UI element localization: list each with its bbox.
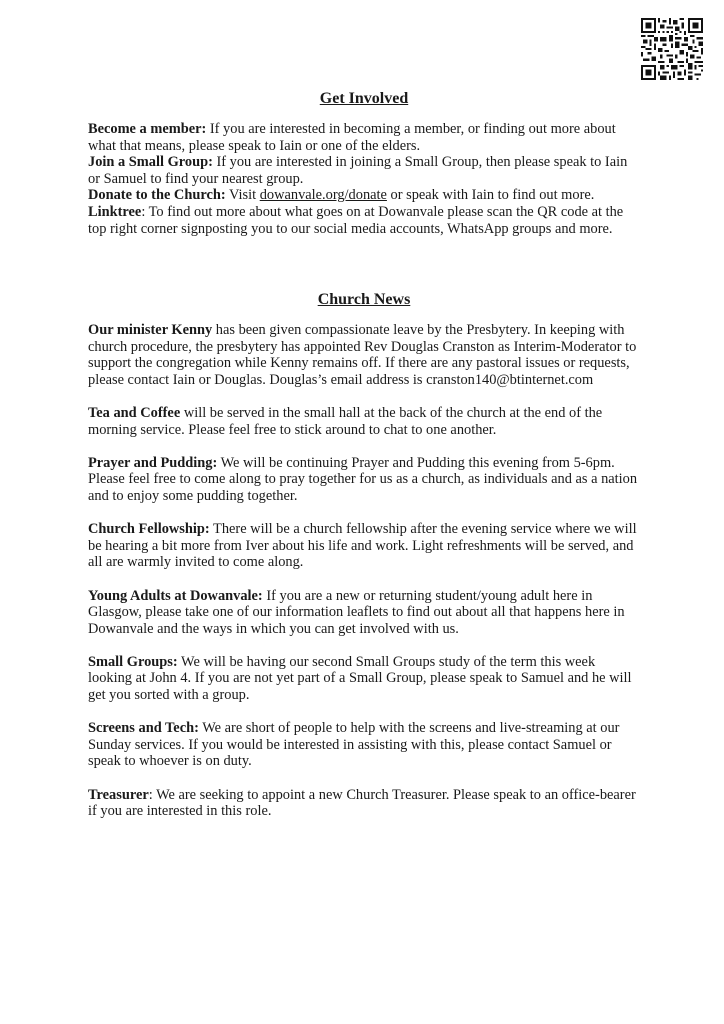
join-small-group-item — [88, 154, 640, 187]
news-item-treasurer — [88, 787, 640, 820]
item-label: Linktree — [88, 203, 142, 220]
qr-code-icon[interactable] — [641, 18, 703, 80]
item-text: We will be continuing Prayer and Pudding this evening from 5-6pm. Please feel free to come along to pray together for us as a church, as individuals and as a nation and to enjoy some pudding together. — [88, 454, 638, 504]
become-member-item — [88, 121, 640, 154]
item-text: : We are seeking to appoint a new Church Treasurer. Please speak to an office-bearer if you are interested in this role. — [88, 786, 636, 820]
item-text: If you are interested in becoming a member, or finding out more about what that means, please speak to Iain or one of the elders. — [88, 121, 616, 154]
item-label: Church Fellowship: — [88, 521, 210, 538]
news-item-tea-coffee — [88, 405, 640, 438]
item-text: will be served in the small hall at the back of the church at the end of the morning service. Please feel free to stick around to chat to one another. — [88, 404, 603, 438]
news-item-screens-tech — [88, 720, 640, 770]
get-involved-section — [88, 121, 640, 237]
item-label: Our minister Kenny — [88, 322, 213, 338]
item-label: Donate to the Church: — [88, 187, 226, 204]
item-text: or speak with Iain to find out more. — [386, 187, 595, 204]
donate-link[interactable]: dowanvale.org/donate — [259, 187, 387, 204]
item-text: We are short of people to help with the screens and live-streaming at our Sunday services. If you would be interested in assisting with this, please contact Samuel or speak to whoever is on duty. — [88, 720, 620, 770]
news-item-small-groups — [88, 654, 640, 704]
item-label: Prayer and Pudding: — [88, 454, 218, 471]
item-text: We will be having our second Small Groups study of the term this week looking at John 4. If you are not yet part of a Small Group, please speak to Samuel and he will get you sorted with a group. — [88, 653, 632, 704]
item-label: Screens and Tech: — [88, 720, 199, 737]
item-text: If you are interested in joining a Small Group, then please speak to Iain or Samuel to find your nearest group. — [88, 154, 628, 187]
news-item-young-adults — [88, 588, 640, 638]
item-text: : To find out more about what goes on at Dowanvale please scan the QR code at the top right corner signposting you to our social media accounts, WhatsApp groups and more. — [88, 203, 624, 237]
item-label: Young Adults at Dowanvale: — [88, 587, 263, 604]
news-item-minister — [88, 322, 640, 388]
news-item-prayer-pudding — [88, 455, 640, 505]
item-text: If you are a new or returning student/young adult here in Glasgow, please take one of our information leaflets to find out about all that happens here in Dowanvale and the ways in which you can get involved with us. — [88, 587, 625, 637]
item-label: Treasurer — [88, 786, 149, 803]
linktree-item — [88, 204, 640, 237]
get-involved-heading: Get Involved — [319, 90, 409, 107]
donate-item — [88, 187, 640, 204]
item-label: Become a member: — [88, 121, 207, 137]
item-label: Tea and Coffee — [88, 404, 181, 421]
item-text: Visit — [225, 187, 260, 204]
item-label: Small Groups: — [88, 653, 178, 670]
news-item-fellowship — [88, 521, 640, 571]
church-news-section — [88, 322, 640, 836]
item-label: Join a Small Group: — [88, 154, 213, 171]
item-text: has been given compassionate leave by the Presbytery. In keeping with church procedure, the presbytery has appointed Rev Douglas Cranston as Interim-Moderator to support the congregation while Kenny remains off. If there are any pastoral issues or requests, please contact Iain or Douglas. Douglas’s email address is cranston140@btinternet.com — [88, 322, 637, 388]
item-text: There will be a church fellowship after the evening service where we will be hearing a bit more from Iver about his life and work. Light refreshments will be served, and all are warmly invited to come along. — [88, 521, 637, 571]
church-news-heading: Church News — [317, 291, 411, 308]
